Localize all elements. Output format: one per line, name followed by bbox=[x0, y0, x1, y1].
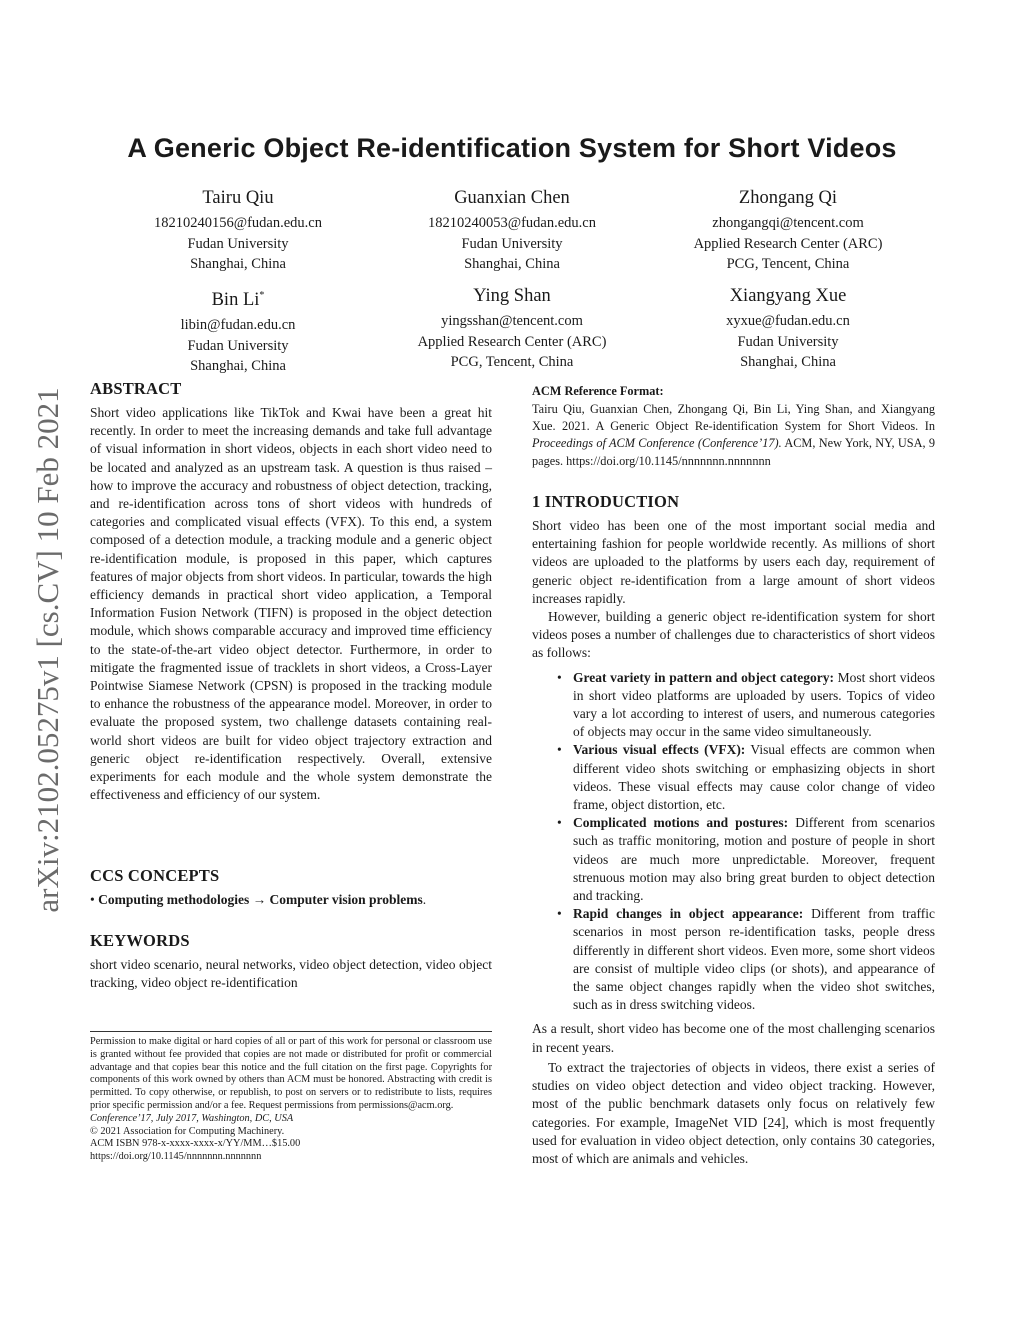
author-block bbox=[643, 284, 933, 373]
keywords-text: short video scenario, neural networks, video object detection, video object tracking, video object re-identification bbox=[90, 957, 492, 991]
acm-reference-authors: Tairu Qiu, Guanxian Chen, Zhongang Qi, Bin Li, Ying Shan, and Xiangyang Xue. 2021. A Generic Object Re-identification System for Short Videos. In bbox=[532, 402, 935, 434]
abstract-text: Short video applications like TikTok and Kwai have been a great hit recently. In order to meet the increasing demands and take full advantage of visual information in short videos, objects in each short video need to be located and analyzed as an upstream task. A question is thus raised – how to improve the accuracy and robustness of object detection, tracking, and re-identification across tons of short videos with hundreds of categories and complicated visual effects (VFX). To this end, a system composed of a detection module, a tracking module and a generic object re-identification module, is proposed in this paper, which captures features of major objects from short videos. In particular, towards the high efficiency demands in practical short video application, a Temporal Information Fusion Network (TIFN) is proposed in the object detection module, which shows comparable accuracy and improved time efficiency to the state-of-the-art video object detector. Furthermore, in order to mitigate the fragmented issue of tracklets in short videos, a Cross-Layer Pointwise Siamese Network (CPSN) is proposed in the tracking module to enhance the robustness of the appearance model. Moreover, in order to evaluate the proposed system, two challenge datasets containing real-world short videos are built for video object trajectory extraction and generic object re-identification respectively. Overall, extensive experiments for each module and the whole system demonstrate the effectiveness and efficiency of our system. bbox=[90, 405, 492, 803]
challenge-term: Various visual effects (VFX): bbox=[573, 742, 746, 758]
author-name-text: Bin Li bbox=[211, 290, 260, 311]
author-affiliation: Fudan University bbox=[461, 235, 563, 252]
author-email: 18210240053@fudan.edu.cn bbox=[428, 215, 596, 231]
author-email: libin@fudan.edu.cn bbox=[180, 317, 296, 334]
permission-block bbox=[90, 1036, 492, 1164]
author-block bbox=[367, 284, 657, 373]
acm-reference-heading: ACM Reference Format: bbox=[532, 384, 664, 398]
acm-reference-text bbox=[532, 401, 935, 470]
author-email: zhongangqi@tencent.com bbox=[712, 215, 864, 231]
challenge-item bbox=[532, 669, 935, 742]
intro-paragraph: However, building a generic object re-identification system for short videos poses a number of challenges due to characteristics of short videos as follows: bbox=[532, 609, 935, 661]
challenge-term: Complicated motions and postures: bbox=[573, 815, 789, 831]
intro-paragraph: Short video has been one of the most important social media and entertaining fashion for people worldwide recently. As millions of short videos are uploaded to the platforms by users each day, requirement of generic object re-identification from a large amount of short videos increases rapidly. bbox=[532, 518, 935, 606]
copyright-line: © 2021 Association for Computing Machinery. bbox=[90, 1125, 285, 1137]
author-email: 18210240156@fudan.edu.cn bbox=[154, 215, 322, 231]
challenge-item bbox=[532, 741, 935, 814]
author-location: Shanghai, China bbox=[190, 256, 286, 272]
author-location: Shanghai, China bbox=[190, 358, 286, 375]
author-location: PCG, Tencent, China bbox=[726, 256, 850, 272]
author-location: Shanghai, China bbox=[464, 256, 560, 272]
challenge-text: Visual effects are common when different video shots switching or emphasizing objects in short videos. These visual effects may cause color change of video frame, object distortion, etc. bbox=[573, 742, 935, 813]
ccs-bullet: • bbox=[90, 892, 95, 907]
bullet-dot: • bbox=[557, 742, 562, 758]
ccs-concept bbox=[90, 891, 492, 909]
isbn-line: ACM ISBN 978-x-xxxx-xxxx-x/YY/MM…$15.00 bbox=[90, 1138, 301, 1150]
author-affiliation: Fudan University bbox=[737, 333, 839, 350]
author-email: xyxue@fudan.edu.cn bbox=[726, 313, 850, 329]
author-affiliation: Fudan University bbox=[187, 235, 289, 252]
doi-line: https://doi.org/10.1145/nnnnnnn.nnnnnnn bbox=[90, 1151, 262, 1163]
challenge-text: Different from scenarios such as traffic monitoring, motion and posture of people in short videos are much more unpredictable. Moreover, frequent strenuous motion may also bring great burden to object detection and tracking. bbox=[573, 815, 935, 904]
author-mark: * bbox=[259, 290, 265, 301]
author-name: Tairu Qiu bbox=[202, 188, 274, 208]
author-affiliation: Applied Research Center (ARC) bbox=[417, 333, 607, 350]
challenge-text: Different from traffic scenarios in most person re-identification tasks, people dress differently in different short videos. Even more, some short videos are consist of multiple video clips (or shots), and appearance of the same object changes rapidly when the video shot switches, such as in dress switching videos. bbox=[573, 906, 936, 1013]
bullet-dot: • bbox=[557, 669, 562, 685]
arxiv-sidebar-stamp: arXiv:2102.05275v1 [cs.CV] 10 Feb 2021 bbox=[30, 387, 65, 913]
author-email: yingsshan@tencent.com bbox=[441, 313, 583, 329]
conference-line: Conference’17, July 2017, Washington, DC, USA bbox=[90, 1112, 294, 1124]
introduction-heading: 1 INTRODUCTION bbox=[532, 492, 680, 511]
acm-reference-venue: Proceedings of ACM Conference (Conference’17). bbox=[532, 436, 782, 451]
author-name: Zhongang Qi bbox=[738, 188, 838, 208]
challenge-list bbox=[532, 669, 935, 1015]
abstract-heading: ABSTRACT bbox=[90, 379, 182, 398]
challenge-term: Great variety in pattern and object category: bbox=[573, 669, 834, 685]
footnote-rule bbox=[90, 1031, 492, 1032]
bullet-dot: • bbox=[557, 815, 562, 831]
intro-paragraph: As a result, short video has become one of the most challenging scenarios in recent years. bbox=[532, 1021, 935, 1055]
introduction-body bbox=[532, 517, 935, 1168]
author-block bbox=[643, 186, 933, 275]
author-block bbox=[93, 284, 383, 377]
author-affiliation: Applied Research Center (ARC) bbox=[693, 235, 883, 252]
bullet-dot: • bbox=[557, 906, 562, 922]
challenge-text: Most short videos in short video platforms are uploaded by users. Topics of video vary a lot according to interest of users, and numerous categories of objects may occur in the same video simultaneously. bbox=[573, 669, 935, 740]
paper-title: A Generic Object Re-identification System for Short Videos bbox=[127, 133, 897, 163]
author-name: Guanxian Chen bbox=[454, 188, 570, 208]
challenge-item bbox=[532, 905, 935, 1014]
author-name bbox=[93, 284, 383, 312]
ccs-concept-text: Computing methodologies → Computer vision problems bbox=[98, 892, 423, 907]
author-location: Shanghai, China bbox=[740, 354, 836, 370]
ccs-period: . bbox=[422, 892, 427, 907]
author-name: Xiangyang Xue bbox=[729, 286, 847, 306]
acm-reference-publisher: ACM, New York, NY, USA, 9 pages. https://doi.org/10.1145/nnnnnnn.nnnnnnn bbox=[532, 436, 935, 468]
keywords-heading: KEYWORDS bbox=[90, 931, 190, 950]
author-block bbox=[367, 186, 657, 275]
author-block bbox=[93, 186, 383, 275]
intro-paragraph: To extract the trajectories of objects in videos, there exist a series of studies on video object detection and video object tracking. However, most of the public benchmark datasets only focus on relatively few categories. For example, ImageNet VID [24], which is most frequently used for evaluation in video object detection, only contains 30 categories, most of which are animals and vehicles. bbox=[532, 1059, 935, 1166]
author-location: PCG, Tencent, China bbox=[450, 354, 574, 370]
permission-text: Permission to make digital or hard copies of all or part of this work for personal or classroom use is granted without fee provided that copies are not made or distributed for profit or commercial advantage and that copies bear this notice and the full citation on the first page. Copyrights for components of this work owned by others than ACM must be honored. Abstracting with credit is permitted. To copy otherwise, or republish, to post on servers or to redistribute to lists, requires prior specific permission and/or a fee. Request permissions from permissions@acm.org. bbox=[90, 1036, 492, 1111]
challenge-term: Rapid changes in object appearance: bbox=[573, 906, 804, 922]
author-name: Ying Shan bbox=[473, 286, 551, 306]
challenge-item bbox=[532, 814, 935, 905]
ccs-heading: CCS CONCEPTS bbox=[90, 866, 220, 885]
author-affiliation: Fudan University bbox=[187, 337, 289, 354]
